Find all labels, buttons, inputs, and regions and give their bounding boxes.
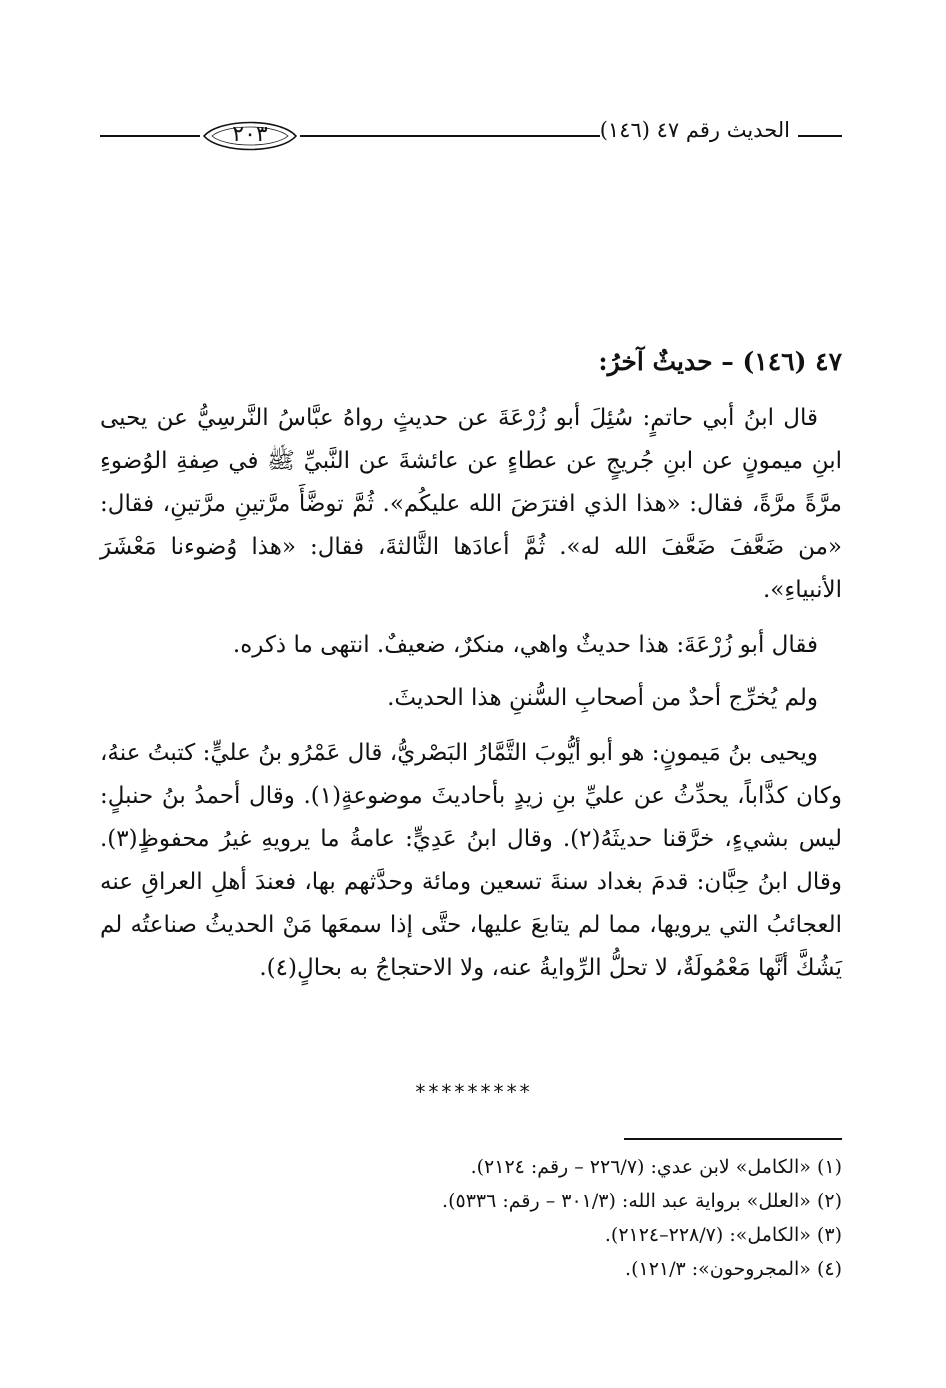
footnote-2: (٢) «العلل» برواية عبد الله: (٣٠١/٣ – رقم: ٥٣٣٦). bbox=[442, 1190, 842, 1212]
header-rule-left bbox=[100, 135, 200, 137]
footnote-4: (٤) «المجروحون»: ١٢١/٣). bbox=[625, 1258, 842, 1280]
running-header bbox=[100, 108, 842, 160]
hadith-text-paragraph: قال ابنُ أبي حاتمٍ: سُئِلَ أبو زُرْعَةَ عن حديثٍ رواهُ عبَّاسُ النَّرسِيُّ عن يحيى ابنِ ميمونٍ عن ابنِ جُريجٍ عن عطاءٍ عن عائشةَ عن النَّبيِّ ﷺ في صِفةِ الوُضوءِ مرَّةً مرَّةً، فقال: «هذا الذي افترَضَ الله عليكُم». ثُمَّ توضَّأَ مرَّتينِ مرَّتينِ، فقال: «من ضَعَّفَ ضَعَّفَ الله له». ثُمَّ أعادَها الثَّالثةَ، فقال: «هذا وُضوءنا مَعْشَرَ الأنبياءِ». bbox=[100, 405, 842, 603]
page-number-ornament bbox=[200, 116, 300, 156]
narrator-biography-paragraph: ويحيى بنُ مَيمونٍ: هو أبو أيُّوبَ التَّمَّارُ البَصْريُّ، قال عَمْرُو بنُ عليٍّ: كتبتُ عنهُ، وكان كذَّاباً، يحدِّثُ عن عليِّ بنِ زيدٍ بأحاديثَ موضوعةٍ(١). وقال أحمدُ بنُ حنبلٍ: ليس بشيءٍ، خرَّقنا حديثَهُ(٢). وقال ابنُ عَدِيٍّ: عامةُ ما يرويهِ غيرُ محفوظٍ(٣). وقال ابنُ حِبَّان: قدمَ بغداد سنةَ تسعين ومائة وحدَّثهم بها، فعندَ أهلِ العراقِ عنه العجائبُ التي يرويها، مما لم يتابعَ عليها، حتَّى إذا سمعَها مَنْ الحديثُ صناعتُه لم يَشُكَّ أنَّها مَعْمُولَةٌ، لا تحلُّ الرِّوايةُ عنه، ولا الاحتجاجُ به بحالٍ(٤). bbox=[100, 740, 842, 981]
footnote-3: (٣) «الكامل»: (٢٢٨/٧–٢١٢٤). bbox=[604, 1224, 842, 1246]
running-title: الحديث رقم ٤٧ (١٤٦) bbox=[599, 118, 790, 142]
footnote-1: (١) «الكامل» لابن عدي: (٢٢٦/٧ – رقم: ٢١٢٤). bbox=[470, 1156, 842, 1178]
abu-zura-verdict-paragraph: فقال أبو زُرْعَةَ: هذا حديثٌ واهي، منكرٌ، ضعيفٌ. انتهى ما ذكره. bbox=[232, 632, 818, 658]
main-text bbox=[100, 340, 842, 1002]
sunan-note-paragraph: ولم يُخرِّج أحدٌ من أصحابِ السُّننِ هذا الحديثَ. bbox=[387, 685, 818, 711]
header-rule-middle bbox=[300, 135, 600, 137]
page-number: ٢٠٣ bbox=[232, 122, 268, 147]
hadith-heading: ٤٧ (١٤٦) – حديثٌ آخرُ: bbox=[598, 347, 842, 376]
footnote-rule bbox=[624, 1138, 842, 1140]
section-separator: ********* bbox=[414, 1080, 532, 1104]
header-rule-right bbox=[798, 135, 842, 137]
footnotes bbox=[100, 1150, 842, 1286]
